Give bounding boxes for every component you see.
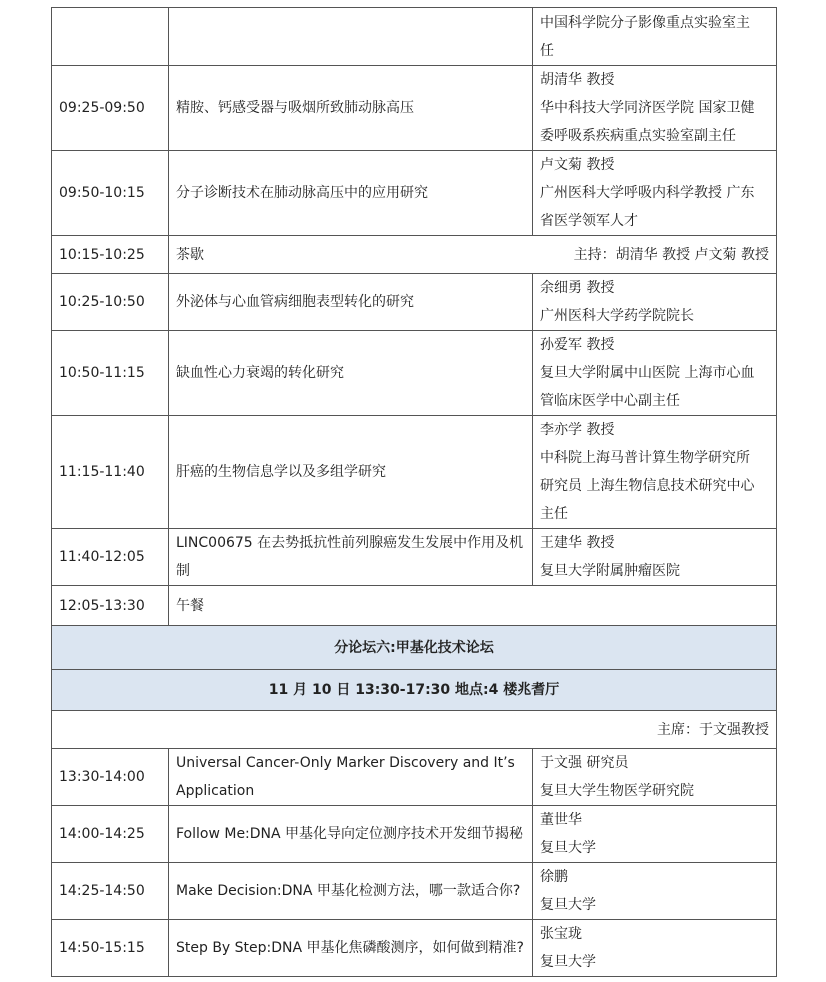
speaker-line: 省医学领军人才 [540, 213, 638, 229]
speaker-line: 研究员 上海生物信息技术研究中心 [540, 478, 755, 494]
speaker-line: 复旦大学 [540, 954, 596, 970]
speaker-line: 任 [540, 42, 554, 59]
speaker-cell [533, 8, 777, 66]
topic-cell: LINC00675 在去势抵抗性前列腺癌发生发展中作用及机制 [169, 529, 533, 586]
table-row [52, 8, 777, 66]
table-row-tea-break [52, 236, 777, 274]
time-cell: 10:25-10:50 [52, 274, 169, 331]
forum-chair-row [52, 711, 777, 749]
speaker-cell [533, 274, 777, 331]
speaker-line: 卢文菊 教授 [540, 157, 615, 173]
speaker-line: 李亦学 教授 [540, 422, 615, 438]
speaker-line: 委呼吸系疾病重点实验室副主任 [540, 128, 736, 144]
speaker-line: 复旦大学 [540, 840, 596, 856]
speaker-line: 主任 [540, 506, 568, 522]
speaker-line: 中国科学院分子影像重点实验室主 [540, 14, 750, 31]
time-cell: 10:50-11:15 [52, 331, 169, 416]
time-cell: 14:00-14:25 [52, 806, 169, 863]
forum-chair: 主席：于文强教授 [52, 711, 777, 749]
topic-cell: 精胺、钙感受器与吸烟所致肺动脉高压 [169, 66, 533, 151]
speaker-line: 徐鹏 [540, 869, 568, 885]
forum-subtitle-row [52, 670, 777, 711]
time-cell [52, 8, 169, 66]
table-row [52, 151, 777, 236]
topic-cell: 缺血性心力衰竭的转化研究 [169, 331, 533, 416]
speaker-cell [533, 863, 777, 920]
table-row-lunch [52, 586, 777, 626]
speaker-cell [533, 66, 777, 151]
time-cell: 09:25-09:50 [52, 66, 169, 151]
table-row [52, 749, 777, 806]
speaker-line: 余细勇 教授 [540, 280, 615, 296]
speaker-cell [533, 151, 777, 236]
table-row [52, 806, 777, 863]
table-row [52, 66, 777, 151]
speaker-line: 中科院上海马普计算生物学研究所 [540, 450, 750, 466]
time-cell: 13:30-14:00 [52, 749, 169, 806]
time-cell: 09:50-10:15 [52, 151, 169, 236]
speaker-line: 胡清华 教授 [540, 72, 615, 88]
speaker-line: 张宝珑 [540, 926, 582, 942]
speaker-line: 复旦大学生物医学研究院 [540, 783, 694, 799]
forum-title-row [52, 626, 777, 670]
speaker-cell [533, 331, 777, 416]
speaker-cell [533, 920, 777, 977]
table-row [52, 529, 777, 586]
speaker-line: 广州医科大学呼吸内科学教授 广东 [540, 185, 755, 201]
topic-cell [169, 8, 533, 66]
speaker-line: 广州医科大学药学院院长 [540, 308, 694, 324]
speaker-cell [533, 806, 777, 863]
speaker-line: 复旦大学附属肿瘤医院 [540, 563, 680, 579]
speaker-cell [533, 529, 777, 586]
session-chair: 主持：胡清华 教授 卢文菊 教授 [573, 246, 769, 263]
speaker-cell [533, 416, 777, 529]
speaker-line: 孙爱军 教授 [540, 337, 615, 353]
speaker-cell [533, 749, 777, 806]
schedule-table [51, 7, 777, 977]
speaker-line: 管临床医学中心副主任 [540, 393, 680, 409]
time-cell: 10:15-10:25 [52, 236, 169, 274]
speaker-line: 于文强 研究员 [540, 755, 629, 771]
topic-cell: Follow Me:DNA 甲基化导向定位测序技术开发细节揭秘 [169, 806, 533, 863]
speaker-line: 复旦大学附属中山医院 上海市心血 [540, 365, 755, 381]
time-cell: 12:05-13:30 [52, 586, 169, 626]
tea-break-cell [169, 236, 777, 274]
topic-cell: 肝癌的生物信息学以及多组学研究 [169, 416, 533, 529]
speaker-line: 董世华 [540, 812, 582, 828]
time-cell: 14:25-14:50 [52, 863, 169, 920]
table-row [52, 274, 777, 331]
table-row [52, 331, 777, 416]
topic-cell: Universal Cancer-Only Marker Discovery and It’s Application [169, 749, 533, 806]
table-row [52, 920, 777, 977]
forum-date-location: 11 月 10 日 13:30-17:30 地点:4 楼兆耆厅 [52, 670, 777, 711]
table-row [52, 416, 777, 529]
topic-cell: Make Decision:DNA 甲基化检测方法，哪一款适合你? [169, 863, 533, 920]
speaker-line: 华中科技大学同济医学院 国家卫健 [540, 100, 755, 116]
tea-break-label: 茶歇 [176, 246, 204, 263]
topic-cell: Step By Step:DNA 甲基化焦磷酸测序，如何做到精准? [169, 920, 533, 977]
forum-title: 分论坛六:甲基化技术论坛 [52, 626, 777, 670]
topic-cell: 分子诊断技术在肺动脉高压中的应用研究 [169, 151, 533, 236]
time-cell: 11:15-11:40 [52, 416, 169, 529]
speaker-line: 王建华 教授 [540, 535, 615, 551]
topic-cell: 外泌体与心血管病细胞表型转化的研究 [169, 274, 533, 331]
lunch-cell: 午餐 [169, 586, 777, 626]
time-cell: 11:40-12:05 [52, 529, 169, 586]
table-row [52, 863, 777, 920]
speaker-line: 复旦大学 [540, 897, 596, 913]
time-cell: 14:50-15:15 [52, 920, 169, 977]
